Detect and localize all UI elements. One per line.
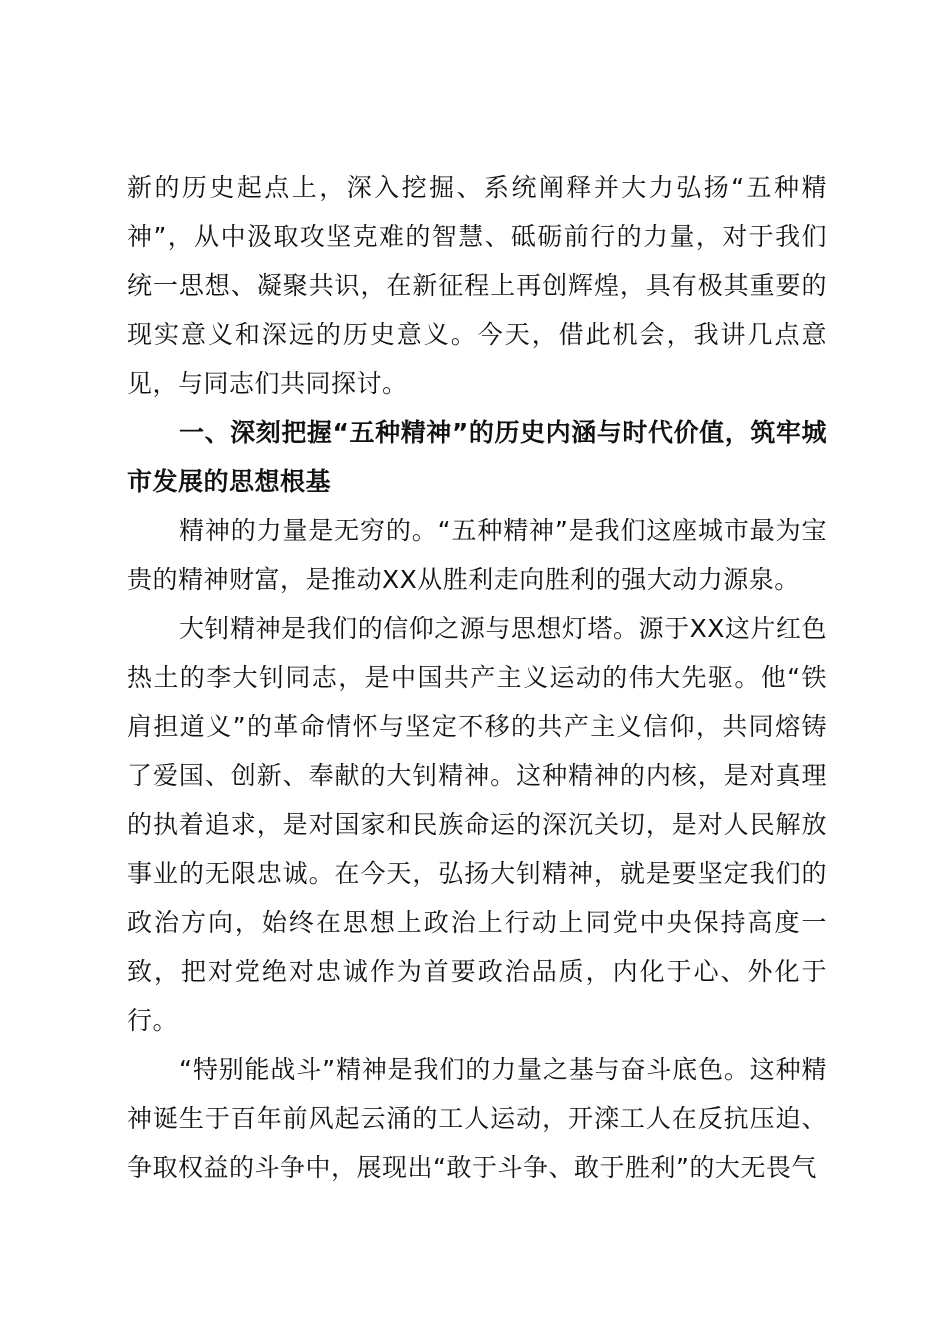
paragraph-dazhao-spirit: 大钊精神是我们的信仰之源与思想灯塔。源于XX这片红色热土的李大钊同志，是中国共产主义运动的伟大先驱。他“铁肩担道义”的革命情怀与坚定不移的共产主义信仰，共同熔铸了爱国、创新、奉献的大钊精神。这种精神的内核，是对真理的执着追求，是对国家和民族命运的深沉关切，是对人民解放事业的无限忠诚。在今天，弘扬大钊精神，就是要坚定我们的政治方向，始终在思想上政治上行动上同党中央保持高度一致，把对党绝对忠诚作为首要政治品质，内化于心、外化于行。 — [127, 614, 827, 1035]
section-heading-1: 一、深刻把握“五种精神”的历史内涵与时代价值，筑牢城市发展的思想根基 — [127, 418, 827, 496]
paragraph-spirit-power: 精神的力量是无穷的。“五种精神”是我们这座城市最为宝贵的精神财富，是推动XX从胜利走向胜利的强大动力源泉。 — [127, 516, 827, 594]
document-page — [127, 163, 827, 1192]
paragraph-intro-continued: 新的历史起点上，深入挖掘、系统阐释并大力弘扬“五种精神”，从中汲取攻坚克难的智慧、砥砺前行的力量，对于我们统一思想、凝聚共识，在新征程上再创辉煌，具有极其重要的现实意义和深远的历史意义。今天，借此机会，我讲几点意见，与同志们共同探讨。 — [127, 173, 827, 398]
paragraph-fighting-spirit: “特别能战斗”精神是我们的力量之基与奋斗底色。这种精神诞生于百年前风起云涌的工人运动，开滦工人在反抗压迫、争取权益的斗争中，展现出“敢于斗争、敢于胜利”的大无畏气 — [127, 1055, 827, 1182]
